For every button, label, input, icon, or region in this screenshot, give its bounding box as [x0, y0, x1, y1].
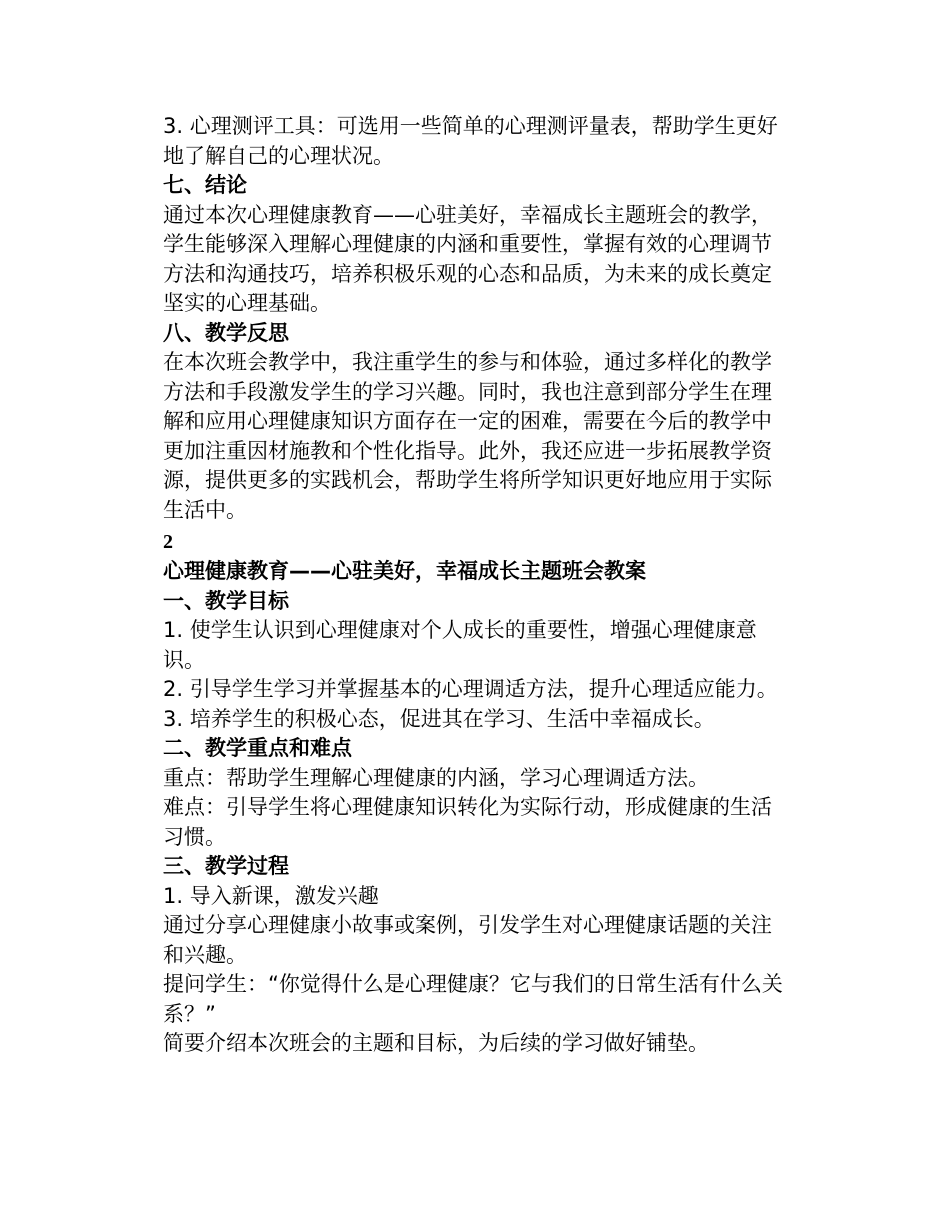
heading-key-points-difficulties: 二、教学重点和难点	[163, 736, 352, 760]
paragraph-question-students: 提问学生：“你觉得什么是心理健康？它与我们的日常生活有什么关系？”	[163, 972, 783, 1026]
objective-item-2: 2. 引导学生学习并掌握基本的心理调适方法，提升心理适应能力。	[163, 677, 778, 701]
paragraph-share-story: 通过分享心理健康小故事或案例，引发学生对心理健康话题的关注和兴趣。	[163, 913, 772, 967]
objective-item-3: 3. 培养学生的积极心态，促进其在学习、生活中幸福成长。	[163, 706, 715, 731]
paragraph-psych-assessment-tools: 3. 心理测评工具：可选用一些简单的心理测评量表，帮助学生更好地了解自己的心理状况。	[163, 114, 778, 168]
heading-conclusion: 七、结论	[163, 173, 247, 197]
paragraph-key-point: 重点：帮助学生理解心理健康的内涵，学习心理调适方法。	[163, 765, 709, 790]
paragraph-teaching-reflection: 在本次班会教学中，我注重学生的参与和体验，通过多样化的教学方法和手段激发学生的学习兴趣。同时，我也注意到部分学生在理解和应用心理健康知识方面存在一定的困难，需要在今后的教学中更加注重因材施教和个性化指导。此外，我还应进一步拓展教学资源，提供更多的实践机会，帮助学生将所学知识更好地应用于实际生活中。	[163, 350, 772, 522]
document-page	[163, 112, 788, 1059]
paragraph-difficulty: 难点：引导学生将心理健康知识转化为实际行动，形成健康的生活习惯。	[163, 795, 772, 849]
heading-teaching-reflection: 八、教学反思	[163, 320, 289, 345]
objective-item-1: 1. 使学生认识到心理健康对个人成长的重要性，增强心理健康意识。	[163, 618, 757, 672]
heading-teaching-objectives: 一、教学目标	[163, 588, 289, 613]
section-number: 2	[163, 531, 173, 553]
process-step-1-title: 1. 导入新课，激发兴趣	[163, 883, 379, 908]
document-title: 心理健康教育——心驻美好，幸福成长主题班会教案	[163, 559, 646, 583]
paragraph-conclusion: 通过本次心理健康教育——心驻美好，幸福成长主题班会的教学，学生能够深入理解心理健康的内涵和重要性，掌握有效的心理调节方法和沟通技巧，培养积极乐观的心态和品质，为未来的成长奠定坚实的心理基础。	[163, 202, 772, 315]
paragraph-introduce-theme: 简要介绍本次班会的主题和目标，为后续的学习做好铺垫。	[163, 1031, 709, 1055]
heading-teaching-process: 三、教学过程	[163, 854, 289, 878]
